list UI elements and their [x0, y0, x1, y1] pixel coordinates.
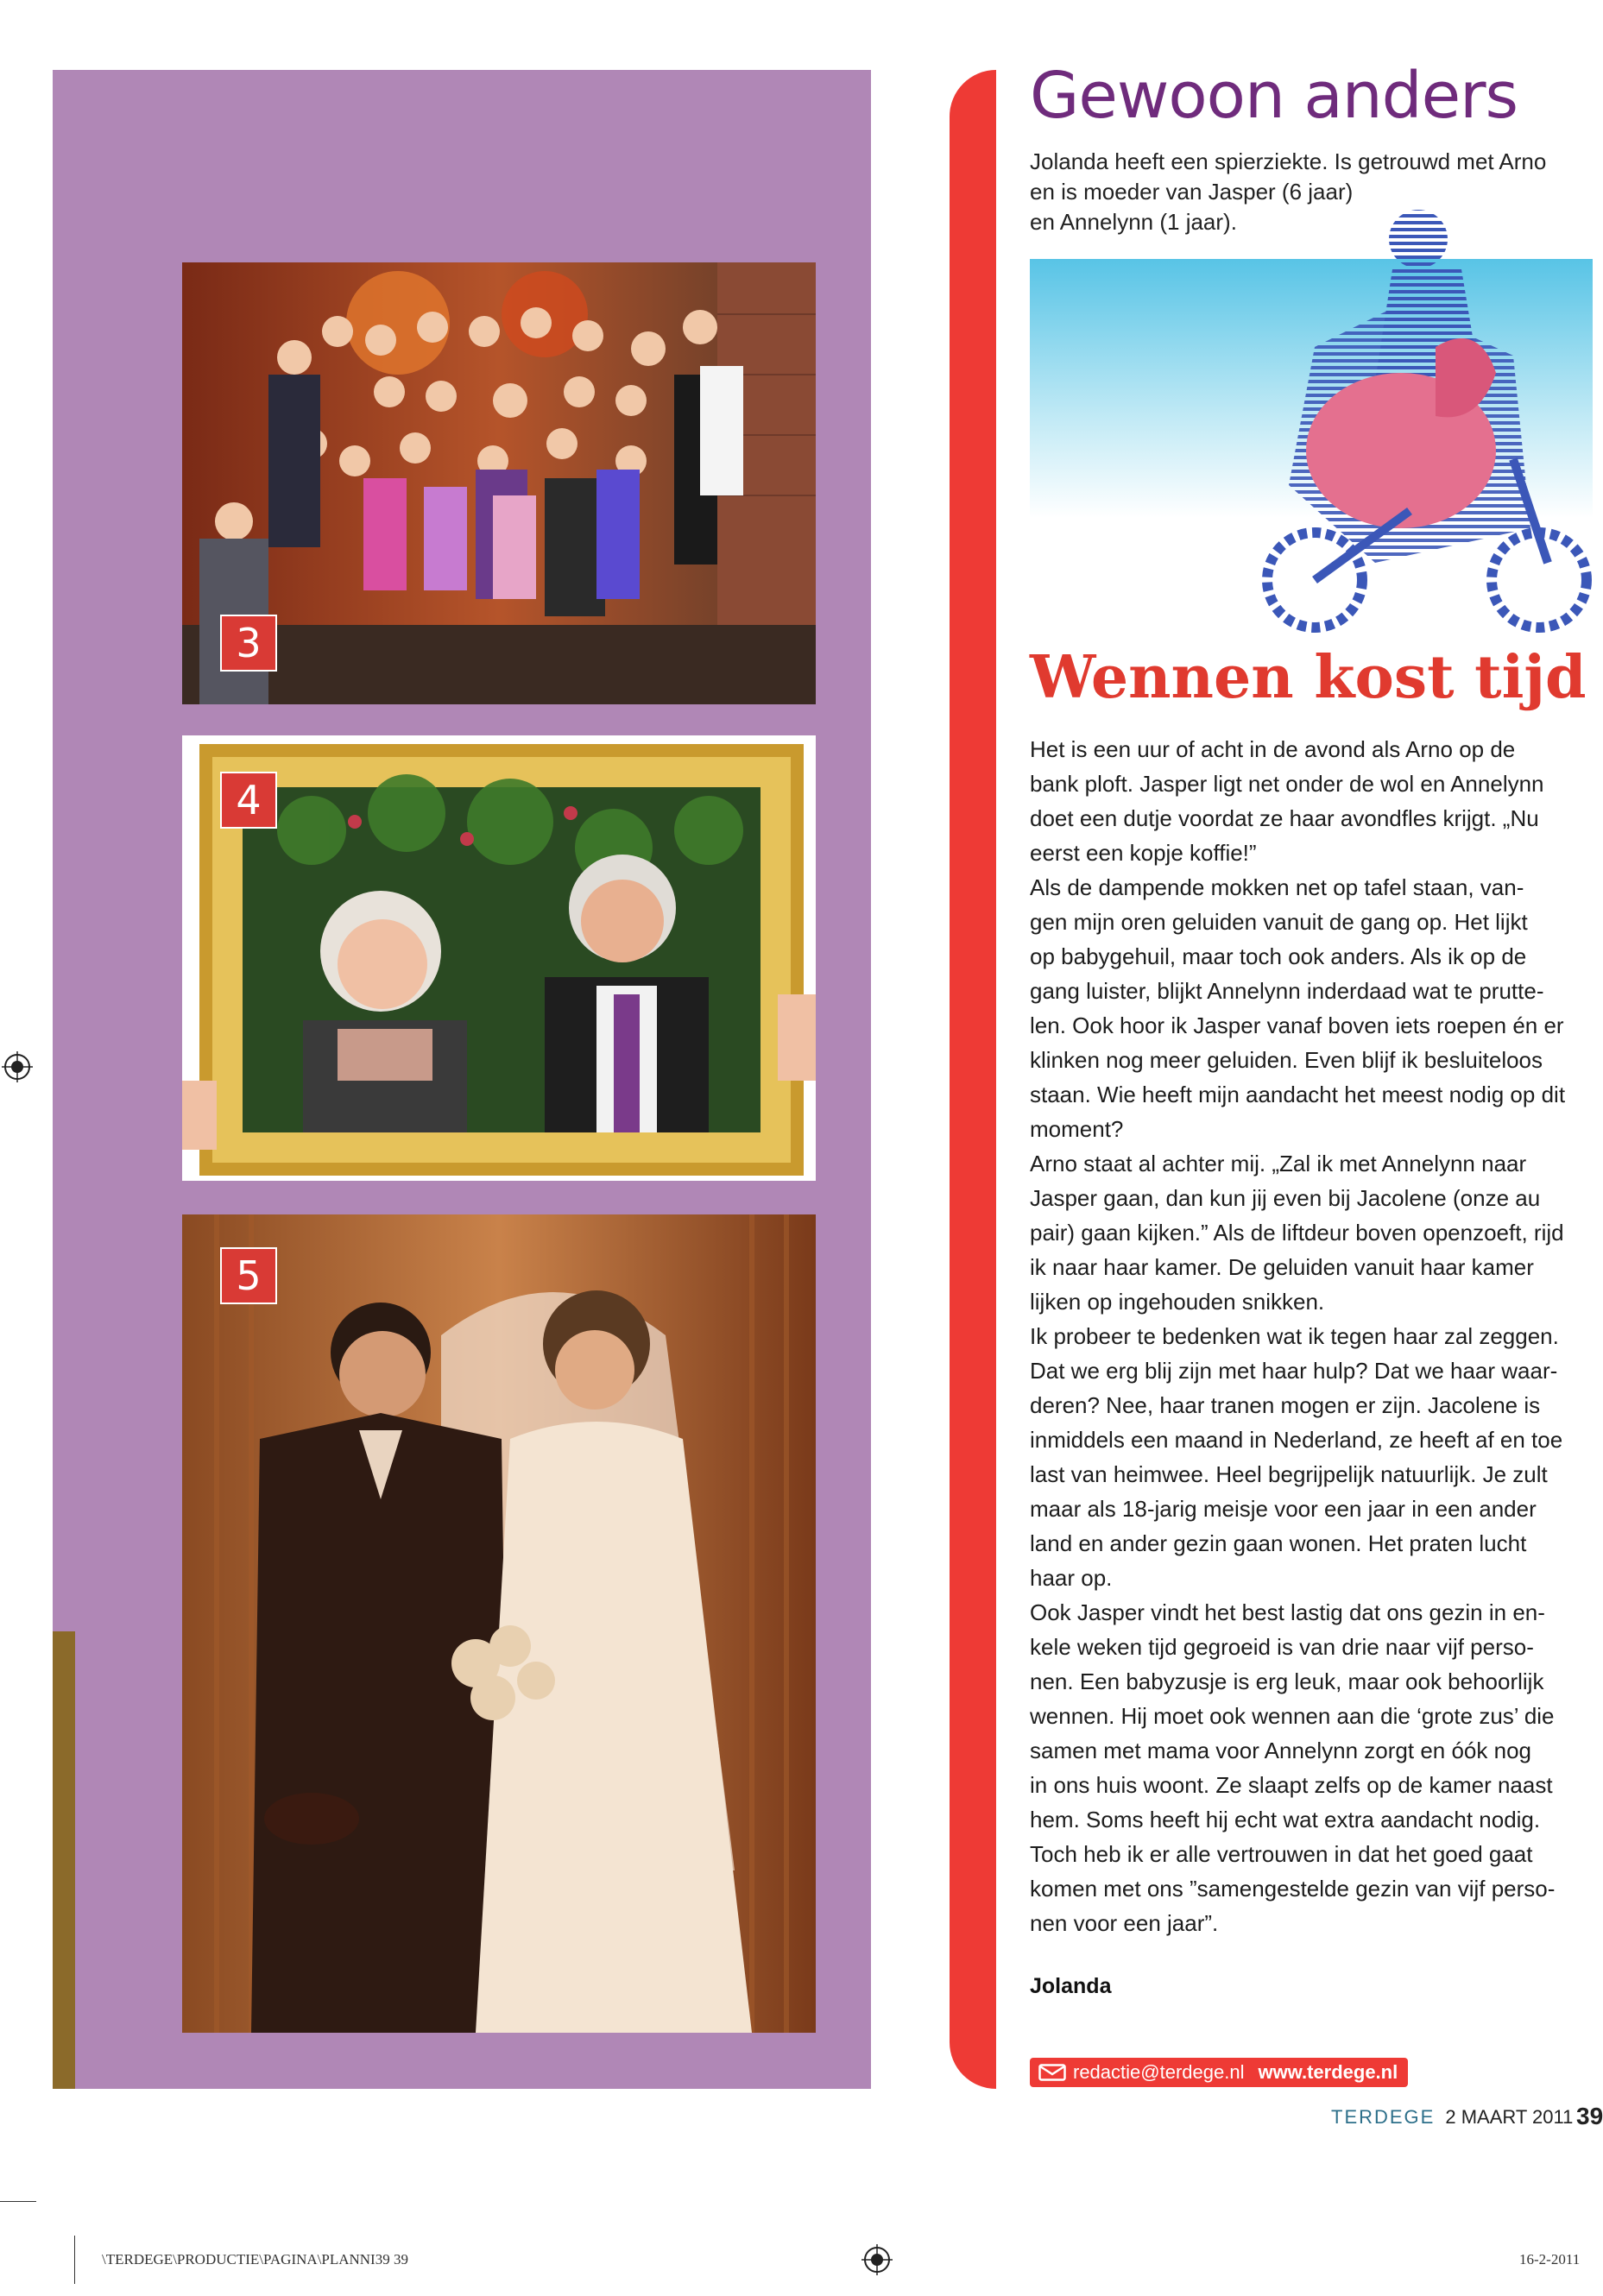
body-line: Dat we erg blij zijn met haar hulp? Dat we haar waar-: [1030, 1358, 1558, 1384]
registration-mark-icon: [861, 2244, 893, 2275]
body-line: last van heimwee. Heel begrijpelijk natuurlijk. Je zult: [1030, 1461, 1548, 1487]
intro-line: en Annelynn (1 jaar).: [1030, 209, 1237, 235]
body-line: deren? Nee, haar tranen mogen er zijn. Jacolene is: [1030, 1392, 1541, 1418]
photo-number-badge: 3: [220, 615, 277, 672]
body-line: Ook Jasper vindt het best lastig dat ons gezin in en-: [1030, 1599, 1545, 1625]
accent-bar: [950, 70, 996, 2089]
elderly-couple-photo: [182, 735, 816, 1181]
body-line: komen met ons ”samengestelde gezin van vijf perso-: [1030, 1876, 1556, 1902]
intro-line: en is moeder van Jasper (6 jaar): [1030, 179, 1354, 205]
body-line: kele weken tijd gegroeid is van drie naar vijf perso-: [1030, 1634, 1534, 1660]
wedding-photo: [182, 1214, 816, 2033]
body-line: haar op.: [1030, 1565, 1113, 1591]
body-line: gen mijn oren geluiden vanuit de gang op. Het lijkt: [1030, 909, 1528, 935]
body-line: staan. Wie heeft mijn aandacht het meest nodig op dit: [1030, 1082, 1566, 1107]
print-slug: \TERDEGE\PRODUCTIE\PAGINA\PLANNI39 39: [102, 2251, 408, 2268]
body-line: klinken nog meer geluiden. Even blijf ik besluiteloos: [1030, 1047, 1543, 1073]
body-line: doet een dutje voordat ze haar avondfles krijgt. „Nu: [1030, 805, 1539, 831]
crop-mark: [0, 2201, 36, 2202]
contact-email-link[interactable]: redactie@terdege.nl: [1073, 2061, 1245, 2083]
column-title: Gewoon anders: [1030, 59, 1518, 133]
issue-date: 2 MAART 2011: [1445, 2106, 1574, 2128]
body-line: op babygehuil, maar toch ook anders. Als ik op de: [1030, 943, 1527, 969]
photo-number-badge: 5: [220, 1247, 277, 1304]
article-body: [1030, 732, 1593, 1940]
body-line: hem. Soms heeft hij echt wat extra aandacht nodig.: [1030, 1807, 1541, 1832]
body-line: Ik probeer te bedenken wat ik tegen haar zal zeggen.: [1030, 1323, 1559, 1349]
body-line: lijken op ingehouden snikken.: [1030, 1289, 1325, 1315]
body-line: wennen. Hij moet ook wennen aan die ‘grote zus’ die: [1030, 1703, 1555, 1729]
body-line: Toch heb ik er alle vertrouwen in dat het goed gaat: [1030, 1841, 1533, 1867]
body-line: gang luister, blijkt Annelynn inderdaad wat te prutte-: [1030, 978, 1544, 1004]
body-line: land en ander gezin gaan wonen. Het praten lucht: [1030, 1530, 1527, 1556]
body-line: pair) gaan kijken.” Als de liftdeur boven openzoeft, rijd: [1030, 1220, 1564, 1246]
scooter-illustration: [1030, 200, 1593, 640]
magazine-name: TERDEGE: [1331, 2106, 1436, 2128]
crop-mark: [74, 2236, 75, 2284]
body-line: nen voor een jaar”.: [1030, 1910, 1219, 1936]
author-signature: Jolanda: [1030, 1974, 1112, 1998]
body-line: eerst een kopje koffie!”: [1030, 840, 1257, 866]
body-line: in ons huis woont. Ze slaapt zelfs op de kamer naast: [1030, 1772, 1553, 1798]
body-line: maar als 18-jarig meisje voor een jaar in een ander: [1030, 1496, 1537, 1522]
page-footer: [1331, 2106, 1573, 2129]
body-line: samen met mama voor Annelynn zorgt en óók nog: [1030, 1738, 1531, 1763]
contact-box: [1030, 2058, 1408, 2087]
article-headline: Wennen kost tijd: [1030, 643, 1587, 712]
intro-line: Jolanda heeft een spierziekte. Is getrouwd met Arno: [1030, 148, 1547, 174]
body-line: ik naar haar kamer. De geluiden vanuit haar kamer: [1030, 1254, 1534, 1280]
body-line: Als de dampende mokken net op tafel staan, van-: [1030, 874, 1524, 900]
page-number: 39: [1576, 2103, 1603, 2129]
body-line: moment?: [1030, 1116, 1124, 1142]
body-line: Arno staat al achter mij. „Zal ik met Annelynn naar: [1030, 1151, 1527, 1176]
body-line: len. Ook hoor ik Jasper vanaf boven iets roepen én er: [1030, 1012, 1564, 1038]
adjacent-page-strip: [53, 1631, 75, 2089]
print-date: 16-2-2011: [1519, 2251, 1581, 2268]
body-line: Het is een uur of acht in de avond als Arno op de: [1030, 736, 1516, 762]
photo-number-badge: 4: [220, 772, 277, 829]
body-line: inmiddels een maand in Nederland, ze heeft af en toe: [1030, 1427, 1563, 1453]
body-line: Jasper gaan, dan kun jij even bij Jacolene (onze au: [1030, 1185, 1541, 1211]
family-group-photo: [182, 262, 816, 704]
registration-mark-icon: [2, 1051, 33, 1082]
website-link[interactable]: www.terdege.nl: [1258, 2061, 1398, 2083]
body-line: bank ploft. Jasper ligt net onder de wol en Annelynn: [1030, 771, 1544, 797]
mail-icon: [1038, 2064, 1066, 2081]
body-line: nen. Een babyzusje is erg leuk, maar ook behoorlijk: [1030, 1668, 1544, 1694]
